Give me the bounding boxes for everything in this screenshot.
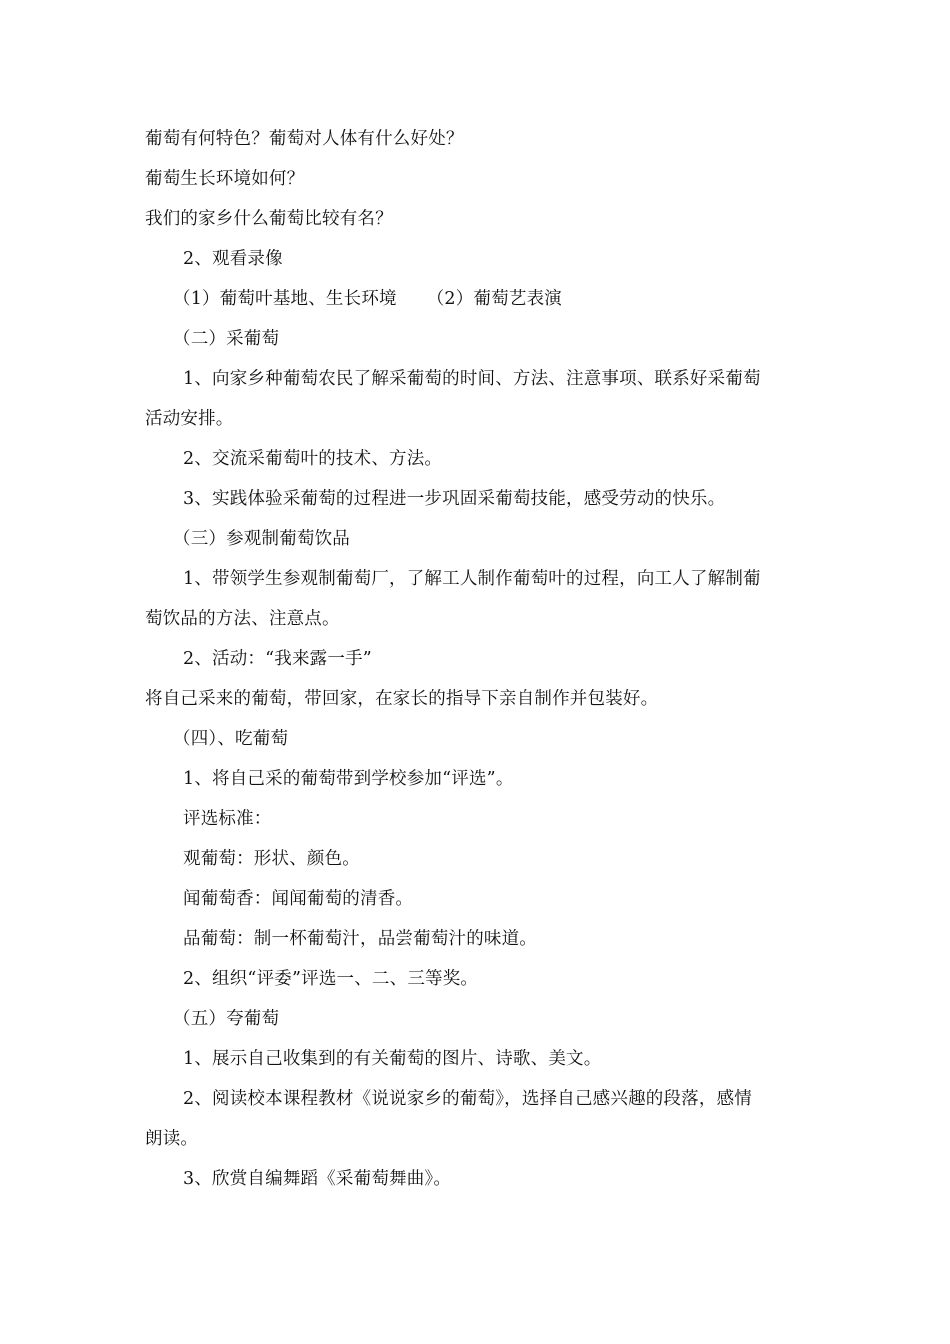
text-line: 2、活动：“我来露一手” xyxy=(183,649,372,669)
text-line: 将自己采来的葡萄，带回家，在家长的指导下亲自制作并包装好。 xyxy=(145,689,659,709)
section-heading: （三）参观制葡萄饮品 xyxy=(173,529,350,549)
text-line: 评选标准： xyxy=(183,809,272,829)
section-heading: （四）、吃葡萄 xyxy=(173,729,289,749)
text-line: 1、带领学生参观制葡萄厂，了解工人制作葡萄叶的过程，向工人了解制葡 xyxy=(183,569,761,589)
text-line: 我们的家乡什么葡萄比较有名？ xyxy=(145,209,393,229)
text-line: 1、将自己采的葡萄带到学校参加“评选”。 xyxy=(183,769,514,789)
text-line: 朗读。 xyxy=(145,1129,199,1149)
text-line: （2）葡萄艺表演 xyxy=(426,289,562,309)
text-line: 2、阅读校本课程教材《说说家乡的葡萄》，选择自己感兴趣的段落，感情 xyxy=(183,1089,752,1109)
text-line: （1）葡萄叶基地、生长环境 xyxy=(173,289,397,309)
text-line: 萄饮品的方法、注意点。 xyxy=(145,609,340,629)
section-heading: （二）采葡萄 xyxy=(173,329,280,349)
text-line-pair xyxy=(173,287,815,311)
text-line: 2、组织“评委”评选一、二、三等奖。 xyxy=(183,969,479,989)
text-line: 2、观看录像 xyxy=(183,249,283,269)
text-line: 1、向家乡种葡萄农民了解采葡萄的时间、方法、注意事项、联系好采葡萄 xyxy=(183,369,761,389)
section-heading: （五）夸葡萄 xyxy=(173,1009,280,1029)
text-line: 品葡萄：制一杯葡萄汁，品尝葡萄汁的味道。 xyxy=(183,929,537,949)
text-line: 观葡萄：形状、颜色。 xyxy=(183,849,360,869)
text-line: 活动安排。 xyxy=(145,409,234,429)
text-line: 2、交流采葡萄叶的技术、方法。 xyxy=(183,449,443,469)
text-line: 闻葡萄香：闻闻葡萄的清香。 xyxy=(183,889,414,909)
text-line: 葡萄有何特色？葡萄对人体有什么好处？ xyxy=(145,129,464,149)
text-line: 1、展示自己收集到的有关葡萄的图片、诗歌、美文。 xyxy=(183,1049,602,1069)
text-line: 3、实践体验采葡萄的过程进一步巩固采葡萄技能，感受劳动的快乐。 xyxy=(183,489,726,509)
text-line: 葡萄生长环境如何？ xyxy=(145,169,305,189)
text-line: 3、欣赏自编舞蹈《采葡萄舞曲》。 xyxy=(183,1169,452,1189)
